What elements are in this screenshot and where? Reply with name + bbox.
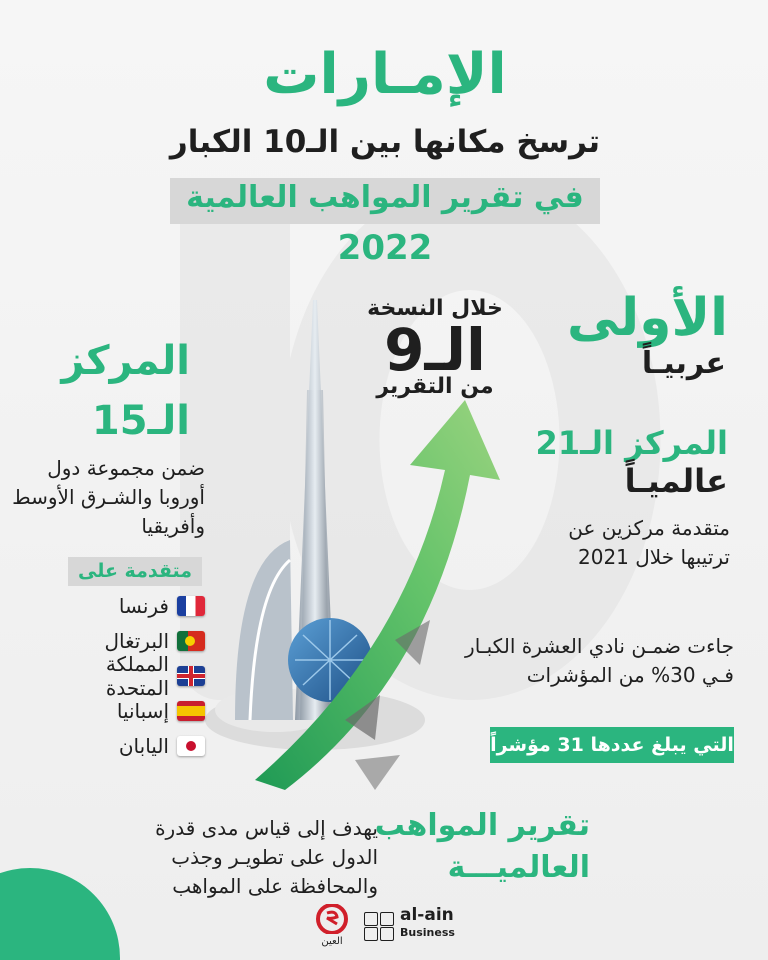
europe-rank-text: ضمن مجموعة دول أوروبا والشـرق الأوسط وأفريقيا xyxy=(12,456,205,538)
country-name: إسبانيا xyxy=(116,699,169,723)
logo-sub: Business xyxy=(400,926,455,939)
country-name: فرنسا xyxy=(118,594,169,618)
japan-flag-icon xyxy=(177,736,205,756)
subtitle: ترسخ مكانها بين الـ10 الكبار xyxy=(169,124,601,160)
al-ain-logo-icon xyxy=(310,904,354,934)
edition-bottom-text: من التقرير xyxy=(376,374,494,399)
report-year: 2022 xyxy=(337,228,433,268)
global-rank-title: المركز الـ21 xyxy=(535,424,728,462)
report-info-title: تقرير المواهب xyxy=(374,808,590,843)
report-goal-text: يهدف إلى قياس مدى قدرة الدول على تطويـر وجذب والمحافظة على المواهب xyxy=(155,816,378,898)
social-icons xyxy=(364,912,396,940)
main-title: الإمـارات xyxy=(263,42,507,107)
global-rank-text: متقدمة مركزين عن ترتيبها خلال 2021 xyxy=(568,516,730,569)
portugal-flag-icon xyxy=(177,631,205,651)
logo-name: al-ain xyxy=(400,905,454,925)
report-title: في تقرير المواهب العالمية xyxy=(186,180,584,215)
europe-rank-title: المركز xyxy=(61,338,190,384)
indicators-count-box: التي يبلغ عددها 31 مؤشراً xyxy=(490,727,734,763)
spain-flag-icon xyxy=(177,701,205,721)
facebook-icon[interactable] xyxy=(380,927,394,941)
uk-flag-icon xyxy=(177,666,205,686)
top10-text: جاءت ضمـن نادي العشرة الكبـار فـي 30% من المؤشرات xyxy=(465,634,734,687)
ahead-of-label: متقدمة على xyxy=(68,557,202,586)
europe-rank-number: الـ15 xyxy=(91,398,190,444)
instagram-icon[interactable] xyxy=(364,912,378,926)
country-item xyxy=(40,591,205,621)
first-arab-title: الأولى xyxy=(566,288,728,348)
country-item xyxy=(40,731,205,761)
first-arab-sub: عربيـاً xyxy=(641,346,726,381)
youtube-icon[interactable] xyxy=(380,912,394,926)
edition-number: الـ9 xyxy=(384,316,486,384)
report-info-title-2: العالميـــة xyxy=(447,850,590,885)
country-name: اليابان xyxy=(118,734,169,758)
global-rank-sub: عالميـاً xyxy=(624,462,728,500)
country-item xyxy=(40,696,205,726)
logo-arabic-text: العين xyxy=(321,936,343,947)
france-flag-icon xyxy=(177,596,205,616)
al-ain-logo xyxy=(310,898,460,952)
edition-top-text: خلال النسخة xyxy=(367,296,503,321)
country-name: المملكة المتحدة xyxy=(105,652,169,700)
twitter-icon[interactable] xyxy=(364,927,378,941)
country-item xyxy=(40,652,205,700)
corner-green-circle xyxy=(0,868,120,960)
country-name: البرتغال xyxy=(104,629,169,653)
